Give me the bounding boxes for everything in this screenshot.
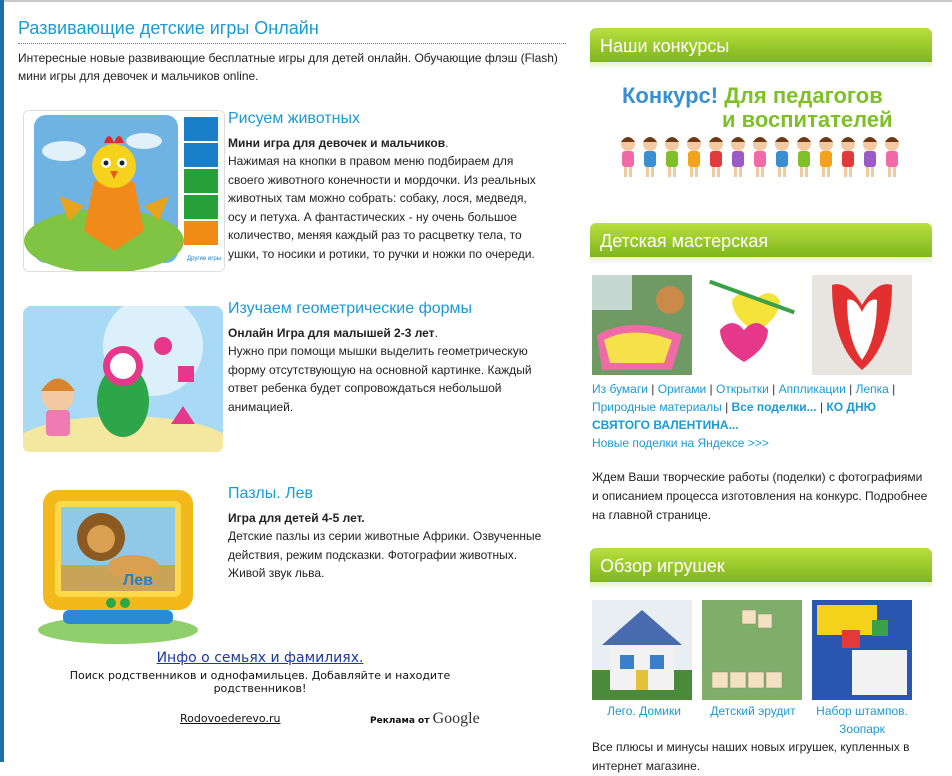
game-description-draw-animals: Нажимая на кнопки в правом меню подбираем для своего животного конечности и мордочки. Из реальных животных там можно собрать: собаку, лося, медведя, осу и петуха. А фантастических - ну очень большое количество, меняя каждый раз то расцветку тела, то ушки, то носики и ротики, то ручки и ножки по очереди.	[228, 154, 536, 261]
game-thumbnail-shapes[interactable]	[23, 306, 223, 452]
game-info-shapes	[228, 300, 546, 416]
left-accent-bar	[0, 0, 4, 762]
game-description-lion-puzzle: Детские пазлы из серии животные Африки. Озвученные действия, режим подсказки. Фотографии животных. Живой звук льва.	[228, 529, 542, 580]
workshop-section	[590, 223, 932, 522]
game-thumbnail-draw-animals[interactable]	[23, 110, 225, 272]
workshop-text: Ждем Ваши творческие работы (поделки) с фотографиями и описанием процесса изготовления на конкурс. Подробнее на главной странице.	[592, 470, 928, 522]
toy-label-scrabble[interactable]: Детский эрудит	[710, 704, 796, 718]
craft-link-appliques[interactable]: Аппликации	[778, 382, 846, 396]
game-thumbnail-lion-puzzle[interactable]	[23, 485, 223, 645]
contests-section	[590, 28, 932, 132]
toys-section	[590, 548, 932, 773]
yandex-crafts-link[interactable]: Новые поделки на Яндексе >>>	[592, 436, 769, 450]
toy-photo-scrabble[interactable]	[702, 600, 802, 700]
banner-word-teachers: Для педагогов	[724, 83, 883, 108]
ad-by-google[interactable]: Реклама от Google	[370, 710, 480, 727]
toy-label-stamps[interactable]: Набор штампов. Зоопарк	[816, 704, 908, 736]
craft-photo-1[interactable]	[592, 275, 692, 375]
craft-link-modeling[interactable]: Лепка	[855, 382, 889, 396]
craft-link-paper[interactable]: Из бумаги	[592, 382, 648, 396]
craft-link-origami[interactable]: Оригами	[657, 382, 707, 396]
toys-header: Обзор игрушек	[590, 548, 932, 582]
toy-photo-stamps[interactable]	[812, 600, 912, 700]
ad-title-link[interactable]: Инфо о семьях и фамилиях.	[156, 650, 364, 666]
ad-text: Поиск родственников и однофамильцев. Добавляйте и находите родственников!	[69, 669, 451, 695]
ad-block	[40, 650, 480, 727]
thumb-lion-label: Лев	[123, 572, 153, 589]
toy-photo-lego[interactable]	[592, 600, 692, 700]
game-subtitle-lion-puzzle: Игра для детей 4-5 лет.	[228, 511, 365, 525]
contests-header-shade	[590, 62, 932, 70]
toy-label-lego[interactable]: Лего. Домики	[607, 704, 681, 718]
banner-word-contest: Конкурс!	[622, 83, 719, 108]
game-title-lion-puzzle[interactable]: Пазлы. Лев	[228, 485, 313, 502]
game-info-lion-puzzle	[228, 485, 546, 583]
main-column	[18, 18, 566, 589]
craft-link-all[interactable]: Все поделки...	[731, 400, 817, 414]
workshop-header-shade	[590, 257, 932, 265]
game-title-shapes[interactable]: Изучаем геометрические формы	[228, 300, 473, 317]
game-subtitle-shapes: Онлайн Игра для малышей 2-3 лет.	[228, 326, 438, 340]
kids-holding-hands-illustration	[620, 134, 910, 184]
contest-banner[interactable]	[620, 84, 910, 184]
workshop-header: Детская мастерская	[590, 223, 932, 257]
craft-photo-2[interactable]	[702, 275, 802, 375]
intro-text: Интересные новые развивающие бесплатные игры для детей онлайн. Обучающие флэш (Flash) мини игры для девочек и мальчиков online.	[18, 51, 558, 83]
game-title-draw-animals[interactable]: Рисуем животных	[228, 110, 360, 127]
craft-links: Из бумаги | Оригами | Открытки | Аппликации | Лепка | Природные материалы | Все поделки... | КО ДНЮ СВЯТОГО ВАЛЕНТИНА... Новые поделки на Яндексе >>>	[592, 382, 896, 450]
google-logo-text: Google	[432, 710, 480, 727]
thumb-other-games-caption: Другие игры	[187, 256, 222, 262]
game-subtitle-draw-animals: Мини игра для девочек и мальчиков.	[228, 136, 449, 150]
ad-url-link[interactable]: Rodovoederevo.ru	[180, 712, 281, 725]
craft-link-valentine[interactable]: КО ДНЮ СВЯТОГО ВАЛЕНТИНА...	[592, 400, 876, 432]
toys-text: Все плюсы и минусы наших новых игрушек, купленных в интернет магазине.	[592, 740, 910, 773]
game-info-draw-animals	[228, 110, 546, 263]
banner-word-educators: и воспитателей	[722, 107, 893, 132]
craft-photo-3[interactable]	[812, 275, 912, 375]
toys-header-shade	[590, 582, 932, 590]
contests-header: Наши конкурсы	[590, 28, 932, 62]
craft-link-cards[interactable]: Открытки	[716, 382, 769, 396]
top-border	[0, 0, 952, 2]
page-title: Развивающие детские игры Онлайн	[18, 18, 566, 44]
game-description-shapes: Нужно при помощи мышки выделить геометрическую форму отсутствующую на основной картинке. Каждый ответ ребенка будет сопровождаться небольшой анимацией.	[228, 344, 532, 414]
craft-link-natural[interactable]: Природные материалы	[592, 400, 722, 414]
